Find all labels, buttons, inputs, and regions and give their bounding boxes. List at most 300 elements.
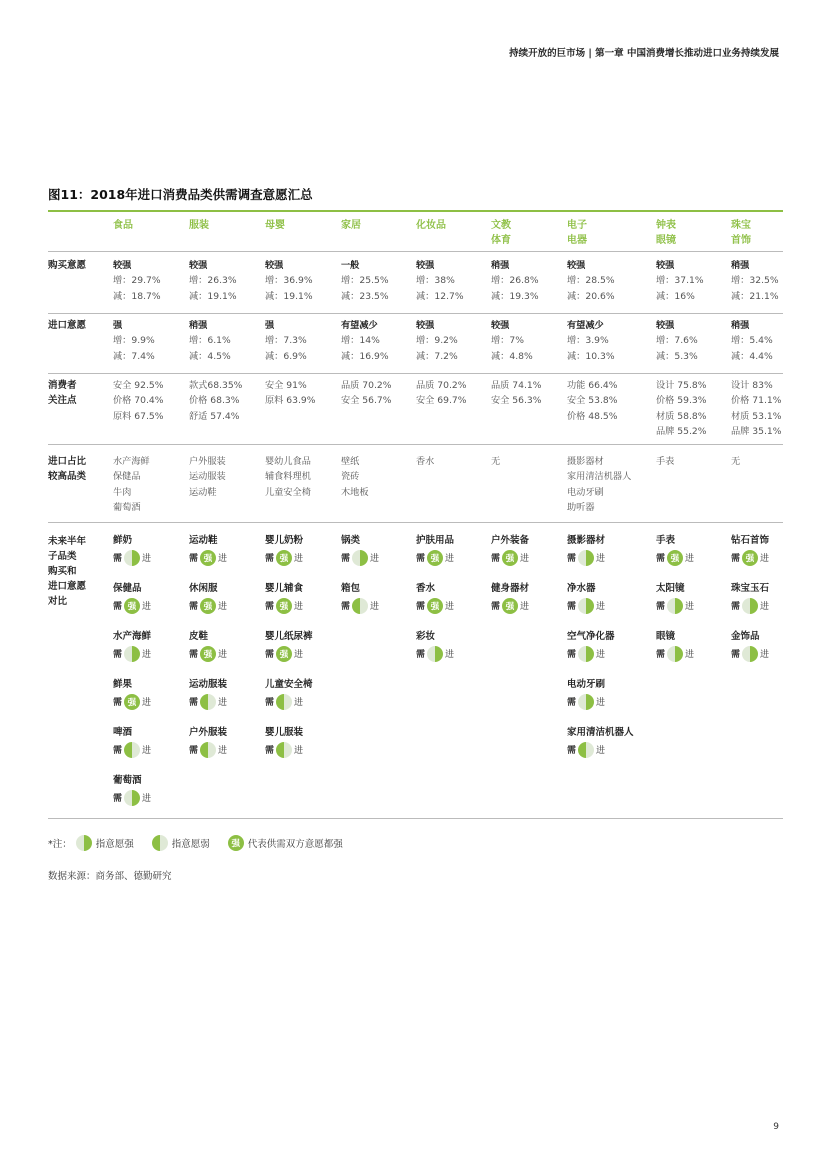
demand-label: 需 xyxy=(656,650,666,660)
focus-cell-line: 安全 91% xyxy=(265,380,307,391)
subcategory-name: 摄影器材 xyxy=(567,535,606,546)
intent-indicator xyxy=(491,549,529,566)
intent-level: 较强 xyxy=(416,260,435,271)
high-share-cell xyxy=(113,454,150,515)
subcategory-name: 锅类 xyxy=(341,535,361,546)
intent-level: 强 xyxy=(113,320,123,331)
focus-cell-line: 材质 53.1% xyxy=(731,410,782,422)
decrease-value: 减：4.8% xyxy=(491,350,533,362)
demand-label: 需 xyxy=(113,746,123,756)
supply-label: 进 xyxy=(685,554,695,564)
row-divider xyxy=(48,818,783,819)
demand-label: 需 xyxy=(189,746,199,756)
intent-level: 有望减少 xyxy=(341,320,378,331)
focus-cell-line: 品质 70.2% xyxy=(341,380,392,391)
demand-label: 需 xyxy=(113,554,123,564)
high-share-cell xyxy=(656,454,674,469)
focus-cell-line: 价格 71.1% xyxy=(731,395,782,407)
import-cell xyxy=(189,318,231,364)
high-share-cell xyxy=(341,454,369,500)
supply-label: 进 xyxy=(445,602,455,612)
supply-label: 进 xyxy=(294,650,304,660)
intent-level: 有望减少 xyxy=(567,320,604,331)
buy-cell xyxy=(491,258,539,304)
demand-intent-icon xyxy=(578,598,594,614)
increase-value: 增：32.5% xyxy=(731,275,779,287)
focus-cell-line: 材质 58.8% xyxy=(656,410,707,422)
intent-indicator xyxy=(731,597,769,614)
decrease-value: 减：6.9% xyxy=(265,350,307,362)
focus-cell-line: 安全 92.5% xyxy=(113,380,164,391)
increase-value: 增：7.6% xyxy=(656,335,698,347)
subcategory-item xyxy=(113,582,151,614)
both-intent-icon: 强 xyxy=(200,550,216,566)
legend-supply-icon xyxy=(152,835,168,851)
demand-intent-icon xyxy=(742,598,758,614)
demand-intent-icon xyxy=(124,550,140,566)
intent-indicator xyxy=(113,741,151,758)
subcategory-name: 保健品 xyxy=(113,583,142,594)
high-share-cell-line: 水产海鲜 xyxy=(113,456,150,467)
intent-indicator xyxy=(189,645,227,662)
running-header: 持续开放的巨市场 | 第一章 中国消费增长推动进口业务持续发展 xyxy=(509,48,779,59)
both-intent-icon: 强 xyxy=(502,598,518,614)
demand-intent-icon xyxy=(124,790,140,806)
subcategory-name: 钻石首饰 xyxy=(731,535,770,546)
intent-indicator xyxy=(189,693,227,710)
demand-label: 需 xyxy=(189,554,199,564)
subcategory-item xyxy=(265,678,313,710)
subcategory-name: 健身器材 xyxy=(491,583,530,594)
supply-label: 进 xyxy=(370,554,380,564)
increase-value: 增：25.5% xyxy=(341,275,389,287)
decrease-value: 减：7.4% xyxy=(113,350,155,362)
demand-label: 需 xyxy=(491,554,501,564)
import-cell xyxy=(567,318,615,364)
demand-intent-icon xyxy=(667,598,683,614)
intent-level: 较强 xyxy=(113,260,132,271)
high-share-cell-line: 辅食料理机 xyxy=(265,471,311,483)
subcategory-name: 电动牙刷 xyxy=(567,679,606,690)
decrease-value: 减：4.4% xyxy=(731,350,773,362)
subcategory-name: 运动鞋 xyxy=(189,535,218,546)
subcategory-item xyxy=(656,582,694,614)
subcategory-name: 护肤用品 xyxy=(416,535,455,546)
subcategory-item xyxy=(189,630,227,662)
supply-label: 进 xyxy=(142,602,152,612)
high-share-cell-line: 无 xyxy=(491,456,501,467)
supply-label: 进 xyxy=(596,698,606,708)
source-note: 数据来源：商务部、德勤研究 xyxy=(48,871,172,882)
high-share-cell-line: 摄影器材 xyxy=(567,456,604,467)
intent-level: 稍强 xyxy=(189,320,208,331)
intent-indicator xyxy=(416,597,454,614)
subcategory-name: 皮鞋 xyxy=(189,631,209,642)
supply-label: 进 xyxy=(596,554,606,564)
supply-label: 进 xyxy=(294,602,304,612)
decrease-value: 减：19.3% xyxy=(491,290,539,302)
column-header: 钟表 眼镜 xyxy=(656,220,676,246)
column-header: 文教 体育 xyxy=(491,220,511,246)
subcategory-item xyxy=(491,534,529,566)
intent-indicator xyxy=(265,741,303,758)
intent-level: 较强 xyxy=(265,260,284,271)
subcategory-name: 净水器 xyxy=(567,583,596,594)
intent-indicator xyxy=(113,693,151,710)
subcategory-item xyxy=(113,774,151,806)
supply-label: 进 xyxy=(445,554,455,564)
subcategory-name: 休闲服 xyxy=(189,583,218,594)
focus-cell xyxy=(189,378,242,424)
focus-cell-line: 舒适 57.4% xyxy=(189,410,240,422)
legend-both-icon: 强 xyxy=(228,835,244,851)
intent-indicator xyxy=(265,645,313,662)
demand-label: 需 xyxy=(416,650,426,660)
decrease-value: 减：19.1% xyxy=(265,290,313,302)
focus-cell-line: 价格 68.3% xyxy=(189,395,240,407)
high-share-cell-line: 运动服装 xyxy=(189,471,226,483)
demand-label: 需 xyxy=(265,698,275,708)
buy-cell xyxy=(341,258,389,304)
subcategory-item xyxy=(113,630,151,662)
focus-cell-line: 价格 48.5% xyxy=(567,410,618,422)
demand-label: 需 xyxy=(113,602,123,612)
subcategory-name: 彩妆 xyxy=(416,631,436,642)
intent-indicator xyxy=(567,597,605,614)
supply-label: 进 xyxy=(218,746,228,756)
intent-indicator xyxy=(265,693,313,710)
demand-label: 需 xyxy=(567,698,577,708)
demand-label: 需 xyxy=(567,554,577,564)
intent-indicator xyxy=(567,741,634,758)
high-share-cell xyxy=(416,454,434,469)
increase-value: 增：9.2% xyxy=(416,335,458,347)
demand-intent-icon xyxy=(578,550,594,566)
intent-indicator xyxy=(567,645,615,662)
subcategory-item xyxy=(731,582,769,614)
subcategory-item xyxy=(567,582,605,614)
intent-level: 较强 xyxy=(656,320,675,331)
demand-label: 需 xyxy=(656,554,666,564)
both-intent-icon: 强 xyxy=(427,598,443,614)
increase-value: 增：5.4% xyxy=(731,335,773,347)
decrease-value: 减：16% xyxy=(656,290,695,302)
buy-cell xyxy=(416,258,464,304)
focus-cell-line: 功能 66.4% xyxy=(567,380,618,391)
subcategory-item xyxy=(341,582,379,614)
demand-label: 需 xyxy=(731,554,741,564)
focus-cell xyxy=(567,378,617,424)
subcategory-name: 香水 xyxy=(416,583,436,594)
intent-indicator xyxy=(113,789,151,806)
supply-label: 进 xyxy=(294,698,304,708)
increase-value: 增：26.3% xyxy=(189,275,237,287)
decrease-value: 减：16.9% xyxy=(341,350,389,362)
intent-indicator xyxy=(265,597,303,614)
intent-indicator xyxy=(656,597,694,614)
demand-label: 需 xyxy=(189,650,199,660)
supply-label: 进 xyxy=(596,746,606,756)
supply-intent-icon xyxy=(124,742,140,758)
supply-label: 进 xyxy=(685,602,695,612)
subcategory-name: 婴儿纸尿裤 xyxy=(265,631,313,642)
demand-label: 需 xyxy=(189,602,199,612)
subcategory-name: 户外装备 xyxy=(491,535,530,546)
high-share-cell-line: 婴幼儿食品 xyxy=(265,456,311,467)
buy-cell xyxy=(265,258,313,304)
focus-cell-line: 安全 69.7% xyxy=(416,395,467,407)
subcategory-item xyxy=(567,534,605,566)
focus-cell-line: 品质 70.2% xyxy=(416,380,467,391)
column-header: 母婴 xyxy=(265,220,285,231)
legend-both-text: 代表供需双方意愿都强 xyxy=(247,839,343,850)
both-intent-icon: 强 xyxy=(276,646,292,662)
row-divider xyxy=(48,522,783,523)
focus-cell-line: 安全 56.7% xyxy=(341,395,392,407)
import-cell xyxy=(491,318,533,364)
demand-label: 需 xyxy=(416,554,426,564)
high-share-cell-line: 手表 xyxy=(656,456,675,467)
subcategory-item xyxy=(265,534,303,566)
increase-value: 增：6.1% xyxy=(189,335,231,347)
high-share-cell-line: 无 xyxy=(731,456,741,467)
both-intent-icon: 强 xyxy=(502,550,518,566)
intent-level: 较强 xyxy=(491,320,510,331)
subcategory-item xyxy=(341,534,379,566)
supply-intent-icon xyxy=(578,742,594,758)
demand-label: 需 xyxy=(341,554,351,564)
buy-cell xyxy=(656,258,704,304)
subcategory-item xyxy=(113,726,151,758)
demand-label: 需 xyxy=(567,602,577,612)
decrease-value: 减：10.3% xyxy=(567,350,615,362)
decrease-value: 减：7.2% xyxy=(416,350,458,362)
focus-cell-line: 安全 56.3% xyxy=(491,395,542,407)
supply-label: 进 xyxy=(142,554,152,564)
both-intent-icon: 强 xyxy=(742,550,758,566)
subcategory-item xyxy=(265,582,303,614)
row-divider xyxy=(48,313,783,314)
high-share-cell xyxy=(189,454,226,500)
subcategory-name: 金饰品 xyxy=(731,631,760,642)
increase-value: 增：7% xyxy=(491,335,524,347)
supply-intent-icon xyxy=(276,694,292,710)
intent-indicator xyxy=(113,645,151,662)
intent-indicator xyxy=(341,549,379,566)
high-share-cell-line: 香水 xyxy=(416,456,435,467)
supply-label: 进 xyxy=(218,698,228,708)
focus-cell xyxy=(265,378,315,409)
demand-label: 需 xyxy=(265,650,275,660)
supply-label: 进 xyxy=(760,650,770,660)
buy-cell xyxy=(113,258,161,304)
demand-label: 需 xyxy=(189,698,199,708)
increase-value: 增：28.5% xyxy=(567,275,615,287)
focus-cell-line: 原料 63.9% xyxy=(265,395,316,407)
row-label-future: 未来半年 子品类 购买和 进口意愿 对比 xyxy=(48,536,87,607)
high-share-cell xyxy=(567,454,631,515)
subcategory-name: 眼镜 xyxy=(656,631,676,642)
subcategory-item xyxy=(189,678,227,710)
import-cell xyxy=(265,318,307,364)
decrease-value: 减：4.5% xyxy=(189,350,231,362)
supply-label: 进 xyxy=(294,746,304,756)
both-intent-icon: 强 xyxy=(276,598,292,614)
supply-label: 进 xyxy=(218,602,228,612)
intent-level: 较强 xyxy=(416,320,435,331)
increase-value: 增：29.7% xyxy=(113,275,161,287)
supply-label: 进 xyxy=(596,602,606,612)
subcategory-item xyxy=(189,726,227,758)
page-number: 9 xyxy=(773,1122,779,1132)
high-share-cell-line: 电动牙刷 xyxy=(567,486,604,498)
both-intent-icon: 强 xyxy=(124,694,140,710)
subcategory-name: 户外服装 xyxy=(189,727,228,738)
subcategory-item xyxy=(265,726,303,758)
subcategory-item xyxy=(731,630,769,662)
decrease-value: 减：18.7% xyxy=(113,290,161,302)
supply-label: 进 xyxy=(520,602,530,612)
focus-cell xyxy=(113,378,163,424)
supply-intent-icon xyxy=(276,742,292,758)
demand-label: 需 xyxy=(491,602,501,612)
supply-label: 进 xyxy=(520,554,530,564)
intent-indicator xyxy=(731,645,769,662)
both-intent-icon: 强 xyxy=(276,550,292,566)
intent-indicator xyxy=(189,741,227,758)
focus-cell-line: 原料 67.5% xyxy=(113,410,164,422)
supply-label: 进 xyxy=(142,650,152,660)
intent-indicator xyxy=(189,549,227,566)
row-label-high: 进口占比 较高品类 xyxy=(48,456,87,482)
legend xyxy=(48,835,343,851)
demand-label: 需 xyxy=(656,602,666,612)
subcategory-name: 葡萄酒 xyxy=(113,775,142,786)
demand-label: 需 xyxy=(731,650,741,660)
subcategory-item xyxy=(416,630,454,662)
supply-label: 进 xyxy=(218,650,228,660)
subcategory-name: 鲜果 xyxy=(113,679,133,690)
focus-cell-line: 设计 75.8% xyxy=(656,380,707,391)
increase-value: 增：26.8% xyxy=(491,275,539,287)
supply-label: 进 xyxy=(142,794,152,804)
high-share-cell-line: 保健品 xyxy=(113,471,141,483)
subcategory-item xyxy=(265,630,313,662)
focus-cell-line: 价格 59.3% xyxy=(656,395,707,407)
high-share-cell xyxy=(491,454,500,469)
supply-intent-icon xyxy=(200,742,216,758)
intent-level: 较强 xyxy=(567,260,586,271)
column-header: 珠宝 首饰 xyxy=(731,220,751,246)
decrease-value: 减：20.6% xyxy=(567,290,615,302)
subcategory-item xyxy=(567,630,615,662)
increase-value: 增：38% xyxy=(416,275,455,287)
row-divider xyxy=(48,251,783,252)
intent-indicator xyxy=(567,549,605,566)
demand-intent-icon xyxy=(742,646,758,662)
legend-demand-text: 指意愿强 xyxy=(95,839,134,850)
buy-cell xyxy=(731,258,779,304)
demand-label: 需 xyxy=(731,602,741,612)
subcategory-name: 婴儿奶粉 xyxy=(265,535,304,546)
high-share-cell-line: 牛肉 xyxy=(113,486,132,498)
buy-cell xyxy=(189,258,237,304)
high-share-cell-line: 木地板 xyxy=(341,486,369,498)
legend-prefix: *注： xyxy=(48,839,72,850)
intent-level: 较强 xyxy=(656,260,675,271)
subcategory-name: 太阳镜 xyxy=(656,583,685,594)
intent-indicator xyxy=(656,549,694,566)
both-intent-icon: 强 xyxy=(200,646,216,662)
high-share-cell-line: 瓷砖 xyxy=(341,471,360,483)
both-intent-icon: 强 xyxy=(200,598,216,614)
import-cell xyxy=(341,318,389,364)
supply-label: 进 xyxy=(760,602,770,612)
demand-label: 需 xyxy=(113,698,123,708)
demand-intent-icon xyxy=(578,694,594,710)
import-cell xyxy=(416,318,458,364)
both-intent-icon: 强 xyxy=(427,550,443,566)
demand-label: 需 xyxy=(265,602,275,612)
focus-cell xyxy=(731,378,781,439)
focus-cell xyxy=(656,378,706,439)
intent-indicator xyxy=(265,549,303,566)
high-share-cell-line: 儿童安全椅 xyxy=(265,486,311,498)
subcategory-item xyxy=(189,534,227,566)
both-intent-icon: 强 xyxy=(124,598,140,614)
column-header: 食品 xyxy=(113,220,133,231)
row-label-buy: 购买意愿 xyxy=(48,260,87,271)
intent-indicator xyxy=(189,597,227,614)
intent-indicator xyxy=(416,645,454,662)
decrease-value: 减：12.7% xyxy=(416,290,464,302)
intent-indicator xyxy=(491,597,529,614)
intent-level: 稍强 xyxy=(731,320,750,331)
subcategory-name: 运动服装 xyxy=(189,679,228,690)
subcategory-name: 啤酒 xyxy=(113,727,133,738)
subcategory-item xyxy=(189,582,227,614)
subcategory-name: 手表 xyxy=(656,535,676,546)
high-share-cell-line: 葡萄酒 xyxy=(113,501,141,513)
high-share-cell-line: 运动鞋 xyxy=(189,486,217,498)
intent-indicator xyxy=(731,549,769,566)
import-cell xyxy=(731,318,773,364)
column-header: 化妆品 xyxy=(416,220,446,231)
subcategory-name: 水产海鲜 xyxy=(113,631,152,642)
demand-label: 需 xyxy=(113,650,123,660)
high-share-cell xyxy=(265,454,311,500)
increase-value: 增：3.9% xyxy=(567,335,609,347)
subcategory-item xyxy=(567,678,605,710)
focus-cell-line: 安全 53.8% xyxy=(567,395,618,407)
high-share-cell xyxy=(731,454,740,469)
focus-cell-line: 品牌 55.2% xyxy=(656,425,707,437)
supply-label: 进 xyxy=(760,554,770,564)
intent-indicator xyxy=(416,549,454,566)
increase-value: 增：37.1% xyxy=(656,275,704,287)
subcategory-name: 婴儿辅食 xyxy=(265,583,304,594)
increase-value: 增：14% xyxy=(341,335,380,347)
legend-supply-text: 指意愿弱 xyxy=(171,839,210,850)
intent-indicator xyxy=(113,549,151,566)
demand-label: 需 xyxy=(416,602,426,612)
subcategory-item xyxy=(416,534,454,566)
subcategory-name: 珠宝玉石 xyxy=(731,583,770,594)
high-share-cell-line: 壁纸 xyxy=(341,456,360,467)
demand-label: 需 xyxy=(341,602,351,612)
subcategory-item xyxy=(416,582,454,614)
demand-intent-icon xyxy=(667,646,683,662)
